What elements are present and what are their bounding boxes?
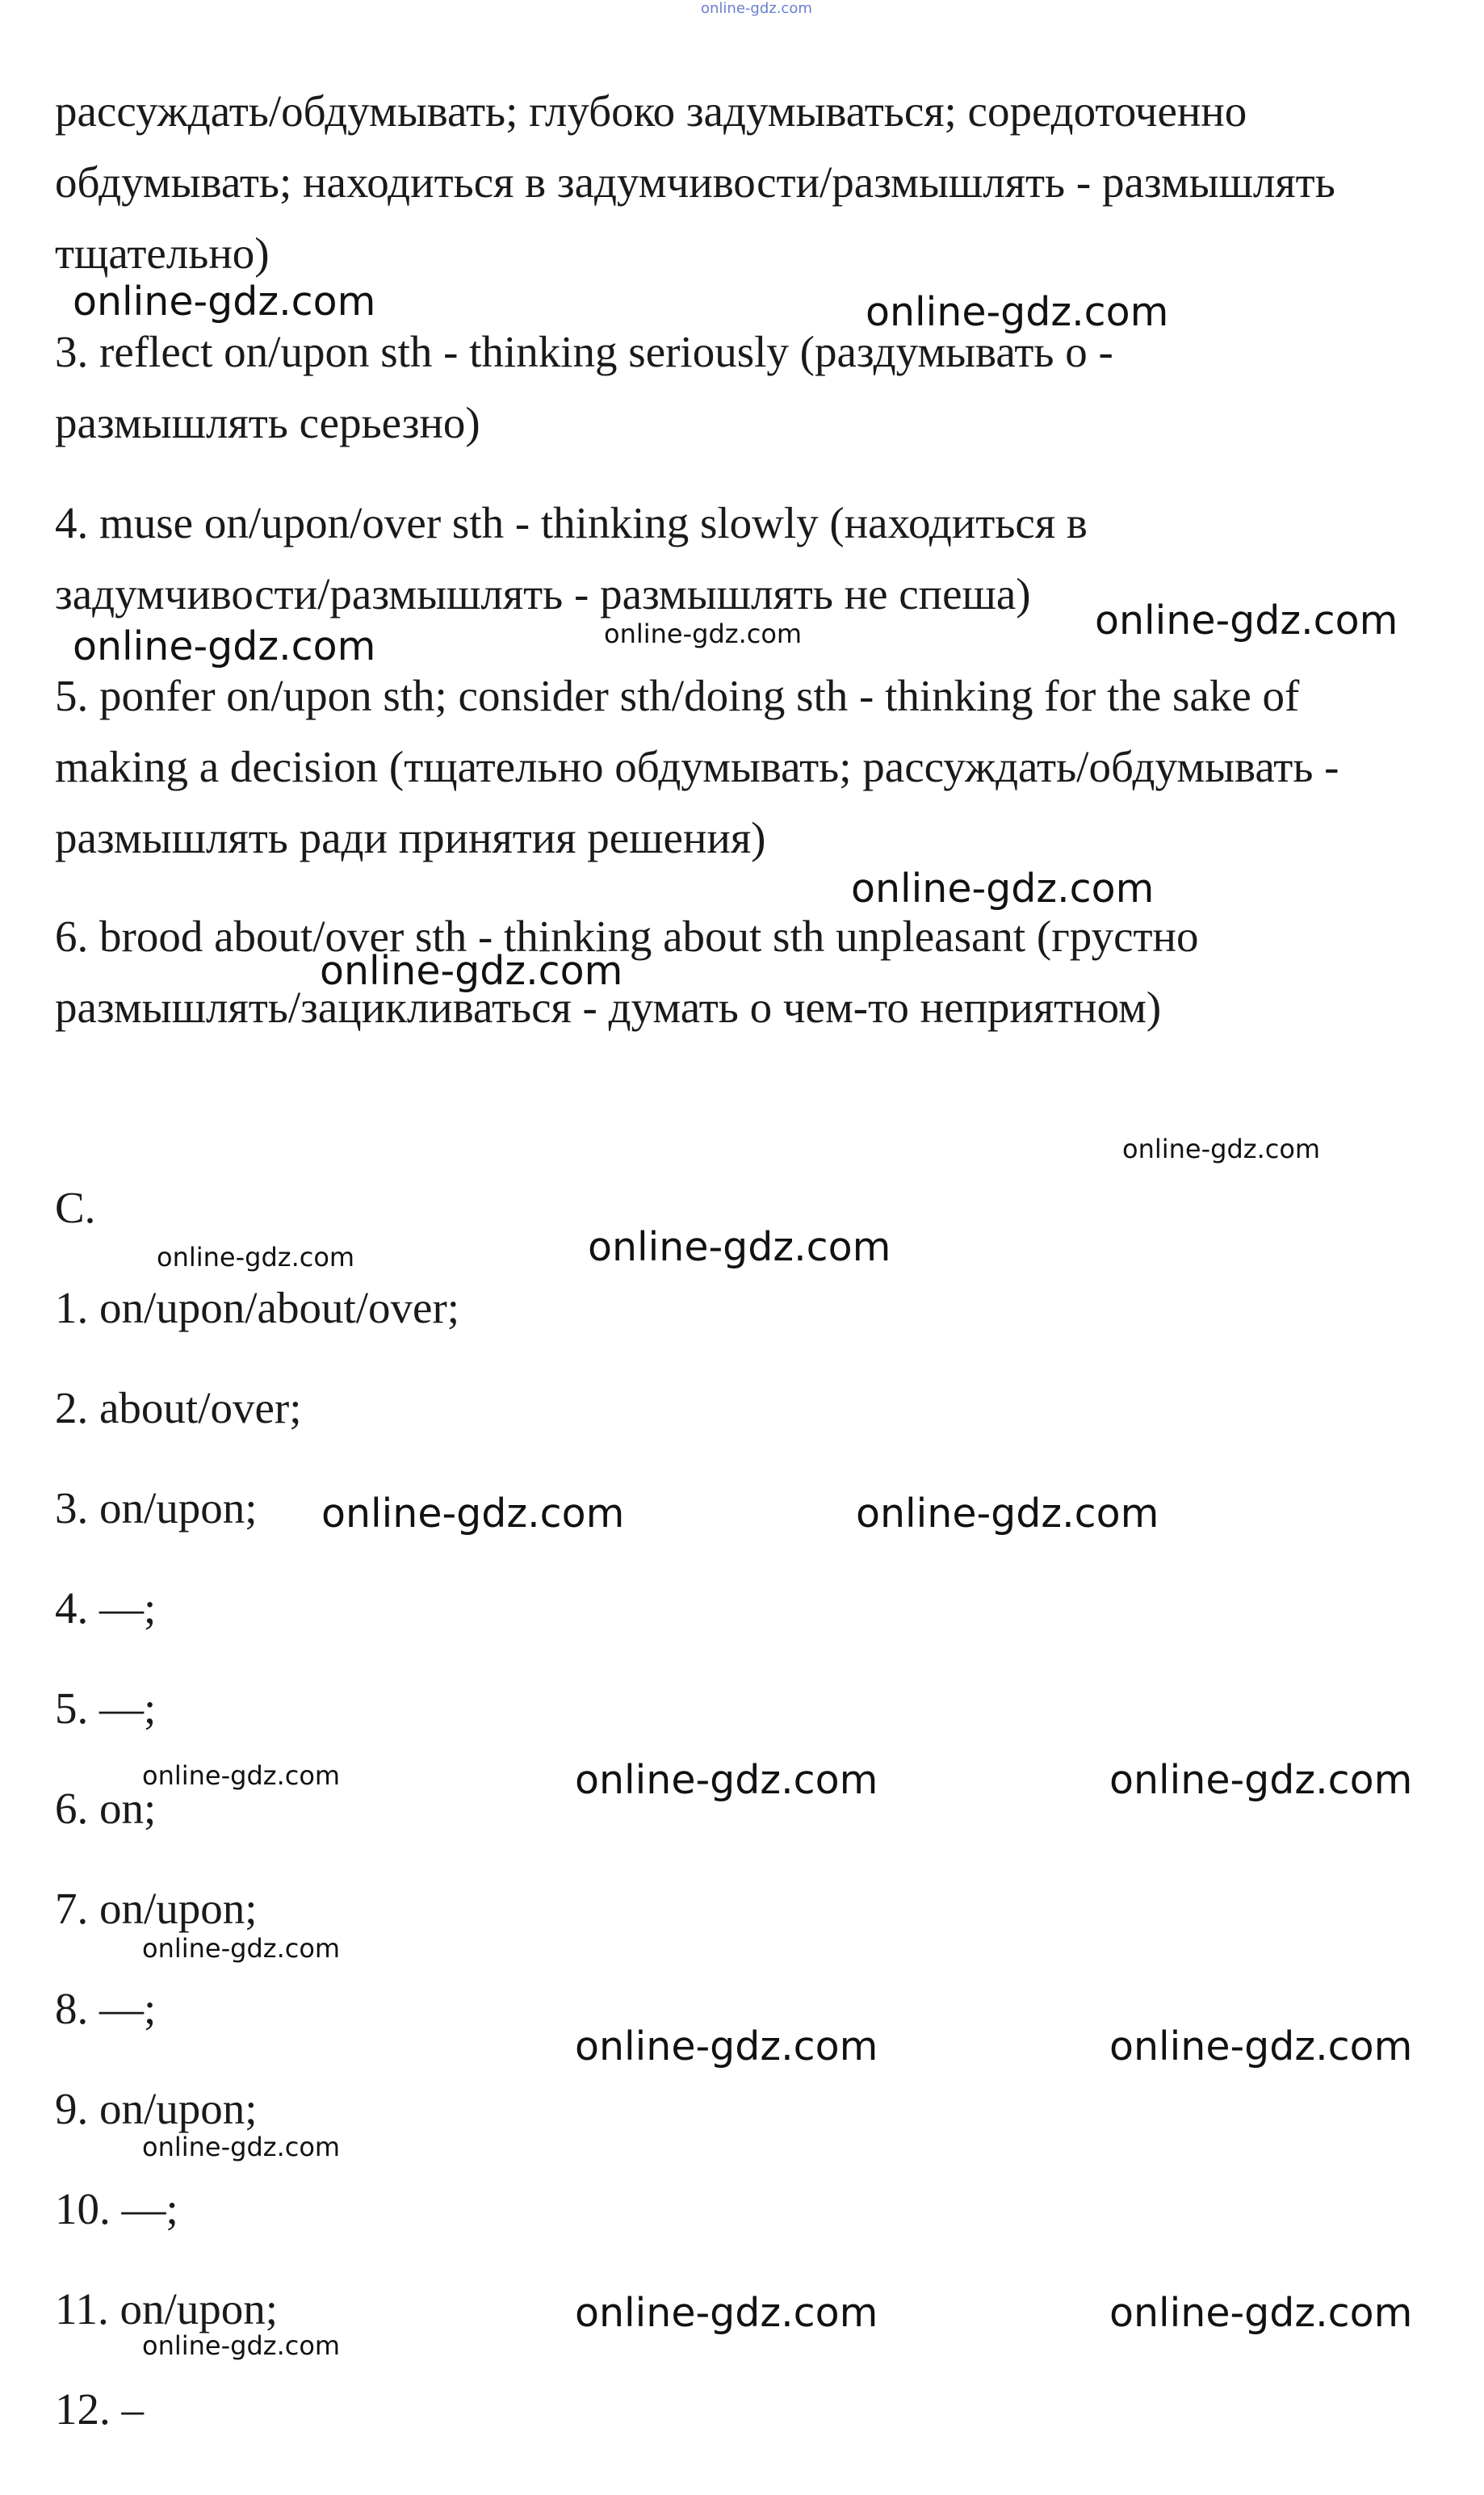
answer-item: 7. on/upon; (55, 1884, 258, 1933)
text-line: 6. brood about/over sth - thinking about sth unpleasant (грустно (55, 912, 1199, 961)
watermark: online-gdz.com (575, 1757, 878, 1803)
watermark: online-gdz.com (1109, 2290, 1413, 2336)
text-line: обдумывать; находиться в задумчивости/размышлять - размышлять (55, 157, 1335, 207)
watermark: online-gdz.com (575, 2023, 878, 2069)
watermark: online-gdz.com (604, 619, 803, 649)
answer-item: 9. on/upon; (55, 2084, 258, 2133)
watermark: online-gdz.com (588, 1224, 891, 1270)
text-line: размышлять серьезно) (55, 398, 480, 447)
watermark: online-gdz.com (1109, 2023, 1413, 2069)
watermark: online-gdz.com (856, 1491, 1159, 1537)
watermark: online-gdz.com (851, 866, 1155, 912)
text-line: размышлять/зацикливаться - думать о чем-то неприятном) (55, 983, 1162, 1032)
watermark: online-gdz.com (142, 1933, 341, 1964)
watermark: online-gdz.com (142, 1760, 341, 1791)
text-line: 3. reflect on/upon sth - thinking seriously (раздумывать о - (55, 327, 1113, 376)
answer-item: 8. —; (55, 1984, 157, 2033)
answer-item: 2. about/over; (55, 1383, 302, 1432)
watermark: online-gdz.com (142, 2132, 341, 2162)
watermark: online-gdz.com (320, 948, 623, 994)
text-line: 4. muse on/upon/over sth - thinking slowly (находиться в (55, 498, 1088, 547)
watermark: online-gdz.com (73, 623, 376, 669)
watermark: online-gdz.com (575, 2290, 878, 2336)
text-line: тщательно) (55, 229, 270, 278)
watermark: online-gdz.com (1109, 1757, 1413, 1803)
answer-item: 4. —; (55, 1583, 157, 1633)
section-heading: C. (55, 1183, 96, 1232)
text-line: задумчивости/размышлять - размышлять не спеша) (55, 569, 1031, 619)
watermark: online-gdz.com (321, 1491, 625, 1537)
answer-item: 3. on/upon; (55, 1483, 258, 1533)
watermark: online-gdz.com (1122, 1134, 1321, 1164)
watermark: online-gdz.com (866, 289, 1169, 335)
watermark: online-gdz.com (142, 2330, 341, 2361)
text-line: размышлять ради принятия решения) (55, 813, 766, 862)
answer-item: 12. – (55, 2384, 144, 2434)
answer-item: 6. on; (55, 1784, 157, 1833)
watermark: online-gdz.com (1095, 598, 1398, 644)
text-line: рассуждать/обдумывать; глубоко задумываться; соредоточенно (55, 86, 1247, 136)
watermark: online-gdz.com (157, 1242, 355, 1273)
answer-item: 1. on/upon/about/over; (55, 1283, 460, 1332)
text-line: making a decision (тщательно обдумывать; рассуждать/обдумывать - (55, 742, 1339, 791)
answer-item: 10. —; (55, 2184, 178, 2233)
top-watermark: online-gdz.com (701, 0, 812, 17)
text-line: 5. ponfer on/upon sth; consider sth/doing sth - thinking for the sake of (55, 671, 1300, 720)
answer-item: 11. on/upon; (55, 2284, 279, 2334)
watermark: online-gdz.com (73, 279, 376, 325)
answer-item: 5. —; (55, 1684, 157, 1733)
